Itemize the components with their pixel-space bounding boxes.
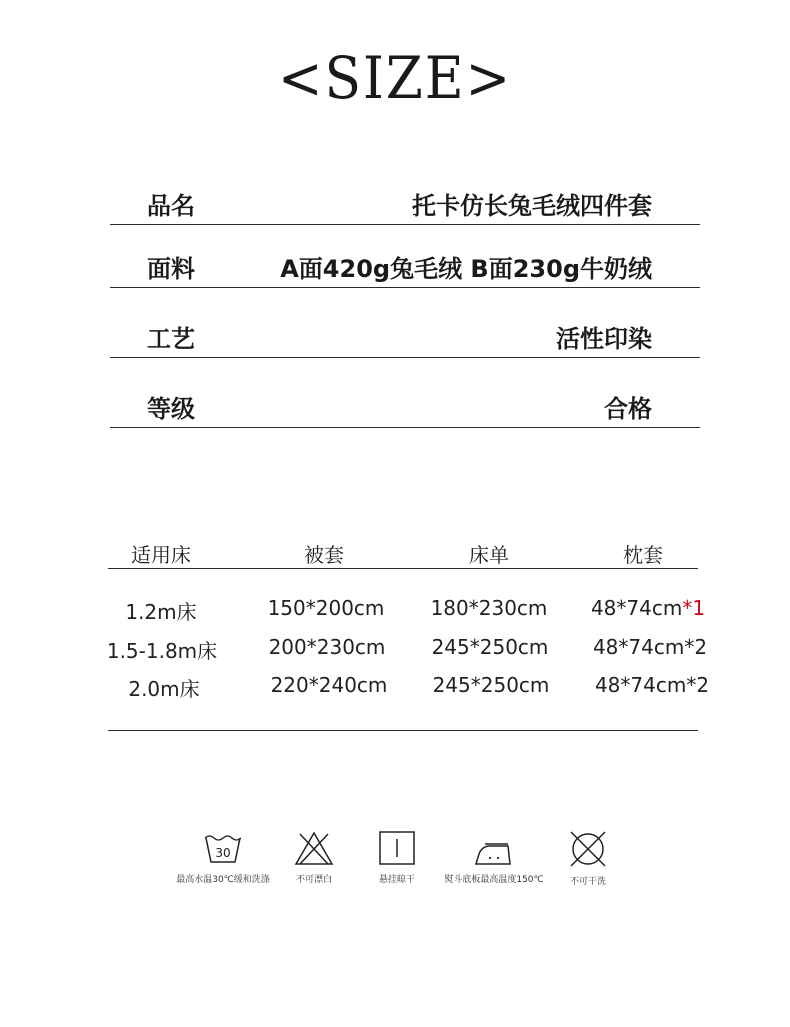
spec-label-craft: 工艺: [147, 325, 195, 353]
spec-divider: [110, 224, 700, 225]
care-label: 不可漂白: [295, 875, 332, 885]
size-header-divider: [108, 568, 698, 569]
spec-label-fabric: 面料: [147, 255, 195, 283]
size-cell-duvet: 150*200cm: [267, 596, 385, 620]
spec-label-grade: 等级: [147, 395, 195, 423]
size-cell-duvet: 200*230cm: [268, 635, 386, 659]
spec-value-craft: 活性印染: [556, 325, 652, 353]
no-dry-clean-icon: [568, 830, 608, 868]
spec-divider: [110, 357, 700, 358]
size-header-duvet: 被套: [304, 543, 344, 567]
size-cell-pillow: 48*74cm*2: [594, 673, 710, 697]
size-cell-bed: 2.0m床: [128, 677, 200, 701]
wash-30-icon: [203, 830, 243, 866]
spec-value-grade: 合格: [604, 395, 652, 423]
care-label: 不可干洗: [569, 877, 606, 887]
line-dry-icon: [377, 830, 417, 866]
size-cell-pillow: [591, 596, 705, 620]
size-header-bed: 适用床: [131, 543, 191, 567]
care-label: 最高水温30℃缓和洗涤: [176, 875, 270, 885]
spec-divider: [110, 427, 700, 428]
size-cell-sheet: 180*230cm: [430, 596, 548, 620]
size-cell-duvet: 220*240cm: [270, 673, 388, 697]
page-title: <SIZE>: [277, 44, 513, 112]
care-label: 悬挂晾干: [378, 875, 415, 885]
pillow-qty-highlight: *1: [682, 596, 706, 620]
spec-divider: [110, 287, 700, 288]
size-cell-pillow-size: 48*74cm: [590, 596, 683, 620]
iron-150-icon: [474, 830, 514, 866]
size-cell-pillow: 48*74cm*2: [592, 635, 708, 659]
size-cell-sheet: 245*250cm: [432, 673, 550, 697]
size-cell-sheet: 245*250cm: [431, 635, 549, 659]
size-header-pillow: 枕套: [623, 543, 663, 567]
spec-value-fabric: A面420g兔毛绒 B面230g牛奶绒: [280, 255, 652, 283]
spec-label-name: 品名: [147, 192, 195, 220]
size-cell-bed: 1.2m床: [125, 600, 197, 624]
no-bleach-icon: [294, 830, 334, 866]
wash-temp-number: 30: [215, 846, 231, 860]
care-label: 熨斗底板最高温度150℃: [444, 875, 544, 885]
size-header-sheet: 床单: [469, 543, 509, 567]
size-table-bottom-divider: [108, 730, 698, 731]
size-cell-bed: 1.5-1.8m床: [106, 639, 218, 663]
spec-value-name: 托卡仿长兔毛绒四件套: [412, 192, 652, 220]
care-item: [528, 830, 648, 887]
